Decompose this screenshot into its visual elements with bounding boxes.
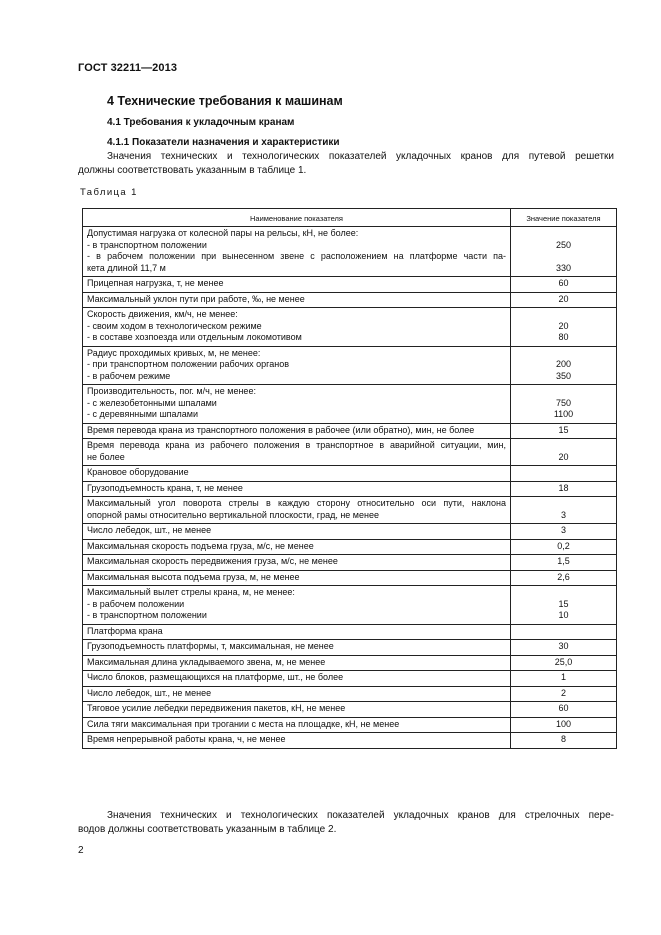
indicator-value-line: 1 <box>560 672 566 682</box>
indicator-name-line: Максимальная высота подъема груза, м, не менее <box>87 571 300 582</box>
indicator-value-line: 15 <box>558 424 569 435</box>
table-row <box>83 586 617 625</box>
indicator-name-line: Платформа крана <box>87 625 163 636</box>
indicator-value-line: 330 <box>555 262 572 273</box>
table-row <box>83 423 617 439</box>
table-row <box>83 524 617 540</box>
indicator-name-line: Крановое оборудование <box>87 467 189 477</box>
indicator-name-cell <box>83 466 511 482</box>
indicator-name-line: Тяговое усилие лебедки передвижения пакетов, кН, не менее <box>87 703 346 713</box>
indicator-name-cell <box>83 524 511 540</box>
table-row <box>83 717 617 733</box>
indicator-value-line: 1100 <box>553 409 574 419</box>
indicator-value-cell <box>511 497 617 524</box>
indicator-value-line: 20 <box>558 451 569 462</box>
indicator-value-line: 200 <box>555 359 572 369</box>
indicator-value-cell <box>511 227 617 277</box>
indicator-name-line: - в рабочем режиме <box>87 370 171 381</box>
table-header-row <box>83 209 617 227</box>
table-row <box>83 702 617 718</box>
indicator-value-line: 10 <box>558 610 569 620</box>
indicator-value-cell <box>511 555 617 571</box>
indicator-value-cell <box>511 671 617 687</box>
indicator-value-line: 20 <box>558 293 569 304</box>
indicator-value-cell <box>511 717 617 733</box>
table-row <box>83 346 617 385</box>
indicator-name-line: Допустимая нагрузка от колесной пары на рельсы, кН, не более: <box>87 228 359 238</box>
outro-paragraph <box>78 809 614 836</box>
indicator-value-line: 0,2 <box>557 540 570 551</box>
indicator-name-line: Радиус проходимых кривых, м, не менее: <box>87 347 261 358</box>
indicator-value-line <box>513 498 614 510</box>
table-row <box>83 466 617 482</box>
indicator-name-cell <box>83 555 511 571</box>
indicator-name-cell <box>83 423 511 439</box>
indicator-name-cell <box>83 227 511 277</box>
indicator-name-cell <box>83 277 511 293</box>
outro-line-1: Значения технических и технологических показателей укладочных кранов для стрелочных пере- <box>107 810 614 821</box>
indicator-name-line: - с железобетонными шпалами <box>87 397 217 408</box>
indicator-value-line: 80 <box>558 332 569 342</box>
indicator-name-line: - с деревянными шпалами <box>87 409 199 419</box>
indicator-value-cell <box>511 733 617 749</box>
intro-line-1: Значения технических и технологических показателей укладочных кранов для путевой решетки <box>107 151 614 162</box>
indicator-name-line: Сила тяги максимальная при трогании с места на площадке, кН, не менее <box>87 718 400 729</box>
indicator-value-cell <box>511 624 617 640</box>
table-row <box>83 655 617 671</box>
indicator-name-cell <box>83 292 511 308</box>
indicator-name-line: Грузоподъемность крана, т, не менее <box>87 482 243 493</box>
table-row <box>83 439 617 466</box>
indicator-name-line: Максимальный угол поворота стрелы в каждую сторону относительно оси пути, наклона <box>87 498 506 508</box>
indicator-value-cell <box>511 277 617 293</box>
table-body <box>83 227 617 749</box>
indicator-name-line: - в рабочем положении <box>87 598 185 609</box>
indicator-name-line: кета длиной 11,7 м <box>87 262 166 273</box>
indicator-value-line: 30 <box>558 641 569 651</box>
indicator-name-cell <box>83 586 511 625</box>
indicator-value-cell <box>511 655 617 671</box>
indicator-value-line: 60 <box>558 703 569 713</box>
document-code: ГОСТ 32211—2013 <box>78 62 178 74</box>
indicator-name-cell <box>83 640 511 656</box>
indicator-value-cell <box>511 385 617 424</box>
table-row <box>83 733 617 749</box>
indicator-value-line: 1,5 <box>557 556 570 566</box>
indicator-name-cell <box>83 717 511 733</box>
subsubsection-title: 4.1.1 Показатели назначения и характеристики <box>107 137 340 148</box>
indicator-name-line: Число лебедок, шт., не менее <box>87 687 212 698</box>
table-row <box>83 227 617 277</box>
indicator-value-line: 3 <box>560 525 566 535</box>
indicator-name-line: Прицепная нагрузка, т, не менее <box>87 278 224 288</box>
table-row <box>83 671 617 687</box>
indicator-name-line: Время перевода крана из транспортного положения в рабочее (или обратно), мин, не более <box>87 424 475 435</box>
indicator-value-line <box>513 440 614 452</box>
indicator-value-cell <box>511 570 617 586</box>
indicator-value-cell <box>511 423 617 439</box>
indicator-name-cell <box>83 346 511 385</box>
indicator-name-line: опорной рамы относительно вертикальной плоскости, град, не менее <box>87 509 379 520</box>
indicator-value-line: 100 <box>555 718 572 729</box>
indicator-value-cell <box>511 702 617 718</box>
indicator-value-cell <box>511 346 617 385</box>
indicator-value-cell <box>511 292 617 308</box>
table-row <box>83 277 617 293</box>
indicator-value-line: 250 <box>555 239 572 250</box>
indicator-name-line: Максимальный вылет стрелы крана, м, не менее: <box>87 587 295 597</box>
header-indicator-name: Наименование показателя <box>83 209 511 227</box>
indicator-name-line: Число блоков, размещающихся на платформе, шт., не более <box>87 672 344 682</box>
indicator-value-cell <box>511 524 617 540</box>
indicator-name-line: - в транспортном положении <box>87 239 207 250</box>
intro-paragraph <box>78 150 614 177</box>
indicator-name-line: Время перевода крана из рабочего положения в транспортное в аварийной ситуации, мин, <box>87 440 506 450</box>
indicator-value-line: 8 <box>560 734 566 744</box>
indicator-name-cell <box>83 624 511 640</box>
indicator-value-line: 60 <box>558 278 569 288</box>
indicator-value-line <box>513 251 614 263</box>
indicator-name-cell <box>83 385 511 424</box>
table-row <box>83 385 617 424</box>
indicator-value-line: 2 <box>560 687 566 698</box>
indicator-value-cell <box>511 466 617 482</box>
indicator-value-cell <box>511 640 617 656</box>
indicator-value-cell <box>511 686 617 702</box>
table-row <box>83 539 617 555</box>
indicator-name-cell <box>83 539 511 555</box>
table-row <box>83 497 617 524</box>
indicator-name-cell <box>83 308 511 347</box>
indicator-name-cell <box>83 671 511 687</box>
indicator-name-line: Грузоподъемность платформы, т, максимальная, не менее <box>87 641 334 651</box>
indicator-name-line: не более <box>87 451 125 462</box>
indicator-value-line <box>513 587 614 599</box>
indicator-name-line: Число лебедок, шт., не менее <box>87 525 212 535</box>
indicator-name-cell <box>83 733 511 749</box>
indicator-value-cell <box>511 481 617 497</box>
table-caption: Таблица 1 <box>80 187 138 198</box>
indicator-name-line: Скорость движения, км/ч, не менее: <box>87 309 238 319</box>
indicator-value-line <box>513 228 614 240</box>
indicator-value-line: 25,0 <box>554 656 573 667</box>
table-row <box>83 292 617 308</box>
indicator-value-cell <box>511 439 617 466</box>
indicator-name-cell <box>83 439 511 466</box>
table-row <box>83 481 617 497</box>
table-row <box>83 686 617 702</box>
indicator-name-cell <box>83 497 511 524</box>
indicator-value-line <box>513 309 614 321</box>
table-row <box>83 640 617 656</box>
indicator-value-line <box>513 386 614 398</box>
indicator-name-cell <box>83 570 511 586</box>
header-indicator-value: Значение показателя <box>511 209 617 227</box>
indicator-name-line: Время непрерывной работы крана, ч, не менее <box>87 734 286 744</box>
indicator-value-line: 18 <box>558 482 569 493</box>
table-row <box>83 570 617 586</box>
indicator-name-cell <box>83 655 511 671</box>
indicator-value-cell <box>511 539 617 555</box>
subsection-title: 4.1 Требования к укладочным кранам <box>107 117 295 128</box>
indicator-name-line: - при транспортном положении рабочих органов <box>87 359 290 369</box>
table-row <box>83 624 617 640</box>
indicator-value-cell <box>511 308 617 347</box>
indicator-value-line <box>513 348 614 360</box>
indicator-value-line: 15 <box>558 598 569 609</box>
indicator-name-line: - своим ходом в технологическом режиме <box>87 320 262 331</box>
indicator-name-line: Максимальная скорость подъема груза, м/с, не менее <box>87 540 314 551</box>
indicator-name-line: Максимальная длина укладываемого звена, м, не менее <box>87 656 326 667</box>
indicator-value-line: 3 <box>560 509 566 520</box>
indicator-value-cell <box>511 586 617 625</box>
indicator-name-cell <box>83 702 511 718</box>
indicator-name-cell <box>83 481 511 497</box>
indicator-value-line: 750 <box>555 397 572 408</box>
indicator-value-line: 20 <box>558 320 569 331</box>
page-number: 2 <box>78 845 84 856</box>
indicator-name-line: - в транспортном положении <box>87 610 207 620</box>
indicator-name-line: - в составе хозпоезда или отдельным локомотивом <box>87 332 302 342</box>
table-row <box>83 308 617 347</box>
indicator-name-cell <box>83 686 511 702</box>
indicator-value-line: 350 <box>555 370 572 381</box>
intro-line-2: должны соответствовать указанным в таблице 1. <box>78 164 307 176</box>
indicator-name-line: Максимальный уклон пути при работе, ‰, не менее <box>87 293 305 304</box>
section-title: 4 Технические требования к машинам <box>107 94 343 108</box>
indicator-value-line: 2,6 <box>557 571 570 582</box>
indicator-name-line: Максимальная скорость передвижения груза, м/с, не менее <box>87 556 338 566</box>
table-row <box>83 555 617 571</box>
indicator-name-line: Производительность, пог. м/ч, не менее: <box>87 386 256 396</box>
indicator-name-line: - в рабочем положении при вынесенном звене с расположением на платформе части па- <box>87 251 506 261</box>
outro-line-2: водов должны соответствовать указанным в таблице 2. <box>78 823 337 835</box>
specifications-table <box>82 208 617 749</box>
